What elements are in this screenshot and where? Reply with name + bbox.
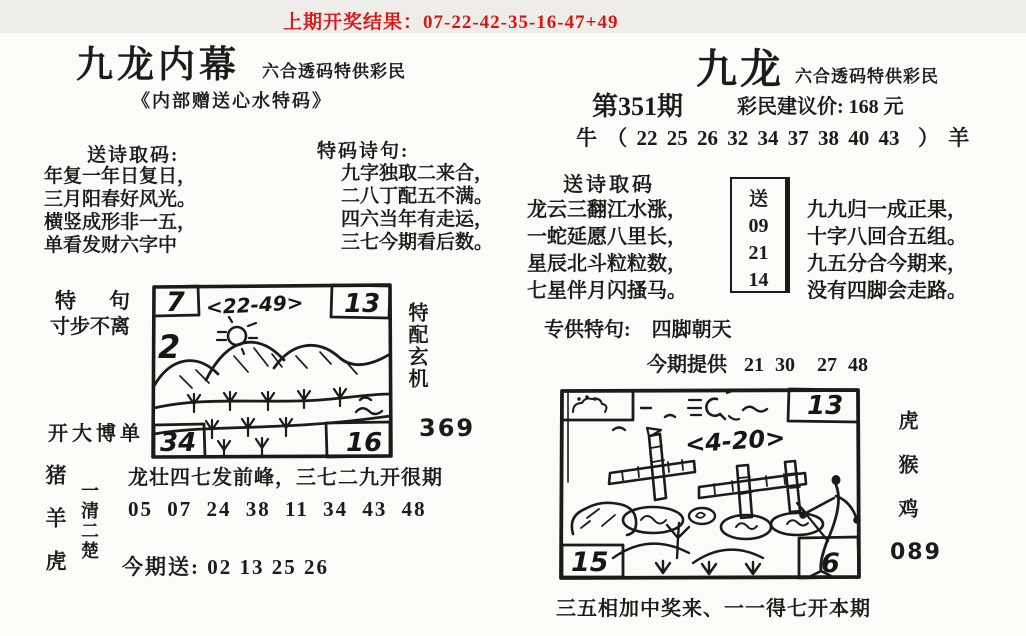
corner-number-bl: 34 bbox=[160, 428, 197, 458]
special-sentence-label: 专供特句: bbox=[544, 319, 631, 341]
zodiac-range-line: 牛 （ 22 25 26 32 34 37 38 40 43 ） 羊 bbox=[576, 126, 970, 150]
send-number: 09 bbox=[748, 215, 769, 237]
provide-line bbox=[647, 348, 868, 377]
corner-number-br: 16 bbox=[346, 428, 383, 458]
poem-line: 二八丁配五不满。 bbox=[341, 186, 494, 207]
special-phrase: 寸步不离 bbox=[50, 316, 130, 338]
corner-number-br: 6 bbox=[821, 548, 840, 579]
send-number: 14 bbox=[748, 269, 769, 291]
corner-box bbox=[562, 391, 633, 420]
previous-draw-result: 上期开奖结果：07-22-42-35-16-47+49 bbox=[283, 12, 619, 33]
gift-line: 今期送: 02 13 25 26 bbox=[122, 555, 329, 579]
poem-line: 四六当年有走运， bbox=[341, 209, 494, 230]
zodiac-column-left: 猪羊虎 bbox=[43, 464, 67, 593]
mystery-number: 369 bbox=[419, 414, 476, 442]
sketch-caption: <22-49> bbox=[205, 290, 304, 320]
send-numbers-box bbox=[730, 177, 790, 293]
bottom-line-right: 三五相加中奖来、一一得七开本期 bbox=[556, 598, 871, 620]
mounds-sketch bbox=[572, 503, 823, 539]
poem-line: 三七今期看后数。 bbox=[341, 232, 494, 253]
poem1-heading: 送诗取码: bbox=[87, 145, 180, 166]
left-sketch bbox=[150, 282, 394, 460]
bottom-poem-left: 龙壮四七发前峰，三七二九开很期 bbox=[128, 467, 443, 489]
code-number: 089 bbox=[890, 540, 942, 565]
poem-line: 三月阳春好风光。 bbox=[44, 189, 197, 210]
poem1 bbox=[44, 165, 196, 257]
poem-line: 年复一年日复日， bbox=[44, 166, 197, 187]
left-title: 九龙内幕 bbox=[76, 45, 240, 86]
poem-line: 单看发财六字中 bbox=[44, 235, 178, 256]
sun-icon bbox=[217, 317, 257, 354]
send-label: 送 bbox=[748, 189, 768, 210]
provide-label: 今期提供 bbox=[647, 354, 727, 376]
sun-icon bbox=[613, 390, 767, 430]
corner-number-tl: 7 bbox=[166, 287, 185, 318]
poem-line: 七星伴月闪搔马。 bbox=[527, 280, 687, 302]
poem-line: 没有四脚会走路。 bbox=[807, 280, 967, 302]
poem-line: 星辰北斗粒粒数， bbox=[527, 253, 687, 275]
cloud-sketch bbox=[573, 396, 651, 412]
poem-line: 九九归一成正果， bbox=[807, 199, 967, 221]
poem-line: 横竖成形非一五， bbox=[44, 212, 197, 233]
issue-number: 第351期 bbox=[592, 92, 684, 121]
poem-line: 九五分合今期来， bbox=[807, 253, 967, 275]
mountains-sketch bbox=[154, 342, 390, 388]
clarity-column: 一清二楚 bbox=[79, 481, 99, 561]
sketch-note-number: 2 bbox=[158, 328, 181, 366]
right-subtitle: 六合透码特供彩民 bbox=[795, 67, 939, 86]
corner-number-bl: 15 bbox=[571, 547, 609, 578]
poem2-heading: 特码诗句: bbox=[317, 141, 410, 162]
special-sentence-line bbox=[544, 313, 732, 342]
send-number: 21 bbox=[748, 242, 769, 264]
poem3 bbox=[527, 197, 687, 305]
zodiac-column-right: 虎猴鸡 bbox=[895, 410, 917, 542]
special-sentence-value: 四脚朝天 bbox=[651, 319, 732, 341]
poem-line: 龙云三翻江水涨， bbox=[527, 199, 687, 221]
poem4 bbox=[807, 197, 967, 305]
poem-line: 一蛇延愿八里长， bbox=[527, 226, 687, 248]
poem-line: 十字八回合五组。 bbox=[807, 226, 967, 248]
corner-number-tr: 13 bbox=[807, 391, 844, 421]
provide-numbers: 21 30 27 48 bbox=[744, 354, 868, 376]
mystery-label: 特配玄机 bbox=[405, 302, 427, 390]
left-tagline: 《内部赠送心水特码》 bbox=[132, 91, 332, 111]
right-sketch bbox=[557, 386, 863, 582]
sketch-caption: <4-20> bbox=[684, 423, 787, 459]
corner-number-tr: 13 bbox=[344, 289, 381, 319]
right-title: 九龙 bbox=[696, 46, 784, 92]
price-line: 彩民建议价: 168 元 bbox=[737, 96, 904, 118]
bottom-numbers-left: 05 07 24 38 11 34 43 48 bbox=[128, 497, 427, 521]
poem3-heading: 送诗取码 bbox=[563, 174, 655, 196]
poem-line: 九字独取二来合， bbox=[341, 163, 494, 184]
special-phrase-label: 特 句 bbox=[55, 289, 136, 313]
left-subtitle: 六合透码特供彩民 bbox=[262, 62, 406, 81]
open-big-single: 开大博单 bbox=[48, 423, 144, 445]
poem2 bbox=[341, 162, 493, 254]
